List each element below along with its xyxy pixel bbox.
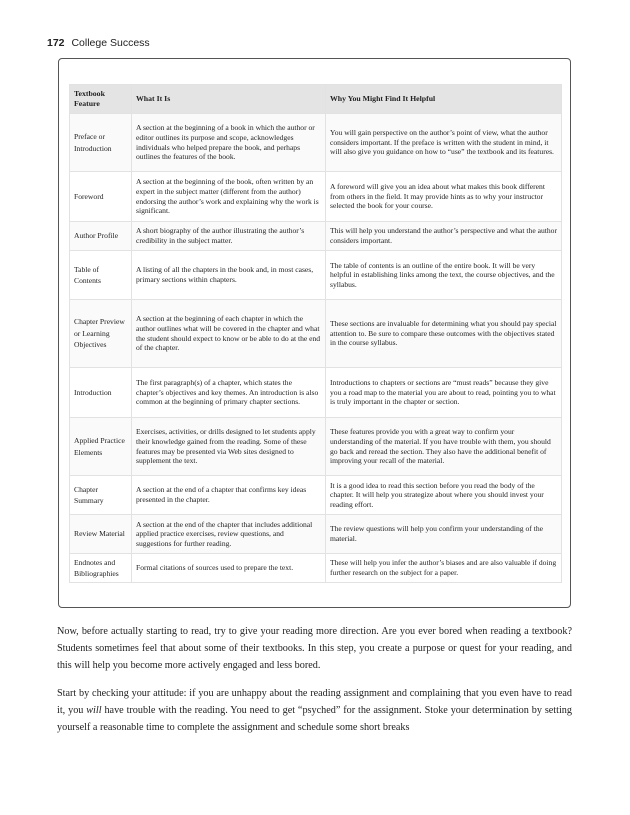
cell-why: This will help you understand the author’s perspective and what the author considers important. bbox=[326, 222, 562, 251]
table-row bbox=[70, 418, 562, 476]
cell-what: The first paragraph(s) of a chapter, which states the chapter’s objectives and key themes. An introduction is also common at the beginning of primary chapter sections. bbox=[132, 368, 326, 418]
emphasis-text: will bbox=[86, 705, 102, 716]
header-what-it-is: What It Is bbox=[132, 85, 326, 114]
cell-feature: Foreword bbox=[70, 172, 132, 222]
header-feature: Textbook Feature bbox=[70, 85, 132, 114]
table-row bbox=[70, 476, 562, 515]
cell-why: These will help you infer the author’s biases and are also valuable if doing further research on the subject for a paper. bbox=[326, 554, 562, 583]
table-row bbox=[70, 368, 562, 418]
book-title: College Success bbox=[71, 37, 150, 49]
table-header-row bbox=[70, 85, 562, 114]
cell-why: A foreword will give you an idea about what makes this book different from others in the field. It may provide hints as to why your instructor selected the book for your course. bbox=[326, 172, 562, 222]
cell-what: A section at the end of a chapter that confirms key ideas presented in the chapter. bbox=[132, 476, 326, 515]
cell-feature: Author Profile bbox=[70, 222, 132, 251]
cell-why: The review questions will help you confirm your understanding of the material. bbox=[326, 515, 562, 554]
textbook-features-table-frame bbox=[58, 58, 571, 608]
cell-feature: Review Material bbox=[70, 515, 132, 554]
page-header bbox=[47, 37, 150, 49]
cell-why: You will gain perspective on the author’s point of view, what the author considers important. If the preface is written with the student in mind, it will also give you guidance on how to “use” the textbook and its features. bbox=[326, 114, 562, 172]
cell-why: These features provide you with a great way to confirm your understanding of the material. If you have trouble with them, you should go back and reread the section. They also have the additional benefit of improving your recall of the material. bbox=[326, 418, 562, 476]
cell-feature: Chapter Summary bbox=[70, 476, 132, 515]
cell-feature: Preface or Introduction bbox=[70, 114, 132, 172]
table-row bbox=[70, 515, 562, 554]
cell-feature: Endnotes and Bibliographies bbox=[70, 554, 132, 583]
cell-what: A section at the beginning of a book in which the author or editor outlines its purpose and scope, acknowledges individuals who helped prepare the book, and perhaps outlines the features of the book. bbox=[132, 114, 326, 172]
cell-what: A section at the beginning of each chapter in which the author outlines what will be covered in the chapter and what the student should expect to know or be able to do at the end of the chapter. bbox=[132, 300, 326, 368]
cell-what: A section at the end of the chapter that includes additional applied practice exercises, review questions, and suggestions for further reading. bbox=[132, 515, 326, 554]
cell-feature: Table of Contents bbox=[70, 251, 132, 300]
paragraph-text: have trouble with the reading. You need to get “psyched” for the assignment. Stoke your determination by setting yourself a reasonable time to complete the assignment and schedule some short breaks bbox=[57, 705, 572, 733]
table-row bbox=[70, 251, 562, 300]
cell-feature: Applied Practice Elements bbox=[70, 418, 132, 476]
cell-why: It is a good idea to read this section before you read the body of the chapter. It will help you strategize about where you should invest your reading effort. bbox=[326, 476, 562, 515]
cell-what: A short biography of the author illustrating the author’s credibility in the subject matter. bbox=[132, 222, 326, 251]
paragraph-reading-direction: Now, before actually starting to read, try to give your reading more direction. Are you ever bored when reading a textbook? Students sometimes feel that about some of their textbooks. In this step, you create a purpose or quest for your reading, and this will help you become more actively engaged and less bored. bbox=[57, 626, 572, 671]
cell-feature: Chapter Preview or Learning Objectives bbox=[70, 300, 132, 368]
cell-what: A listing of all the chapters in the book and, in most cases, primary sections within chapters. bbox=[132, 251, 326, 300]
page-number: 172 bbox=[47, 37, 65, 49]
cell-what: Formal citations of sources used to prepare the text. bbox=[132, 554, 326, 583]
table-row bbox=[70, 222, 562, 251]
header-why-helpful: Why You Might Find It Helpful bbox=[326, 85, 562, 114]
table-row bbox=[70, 172, 562, 222]
paragraph-text: Start by checking your attitude: if you are unhappy about the reading assignment and complaining that you even have to read it, you bbox=[57, 688, 572, 716]
cell-why: These sections are invaluable for determining what you should pay special attention to. Be sure to compare these outcomes with the objectives stated in the course syllabus. bbox=[326, 300, 562, 368]
cell-what: A section at the beginning of the book, often written by an expert in the subject matter (different from the author) endorsing the author’s work and explaining why the work is significant. bbox=[132, 172, 326, 222]
cell-feature: Introduction bbox=[70, 368, 132, 418]
paragraph-check-attitude bbox=[57, 685, 572, 736]
cell-why: Introductions to chapters or sections are “must reads” because they give you a road map to the material you are about to read, pointing you to what is truly important in the chapter or section. bbox=[326, 368, 562, 418]
table-row bbox=[70, 554, 562, 583]
table-row bbox=[70, 114, 562, 172]
cell-what: Exercises, activities, or drills designed to let students apply their knowledge gained from the reading. Some of these features may be presented via Web sites designed to supplement the text. bbox=[132, 418, 326, 476]
cell-why: The table of contents is an outline of the entire book. It will be very helpful in establishing links among the text, the course objectives, and the syllabus. bbox=[326, 251, 562, 300]
textbook-features-table bbox=[69, 84, 562, 583]
table-row bbox=[70, 300, 562, 368]
